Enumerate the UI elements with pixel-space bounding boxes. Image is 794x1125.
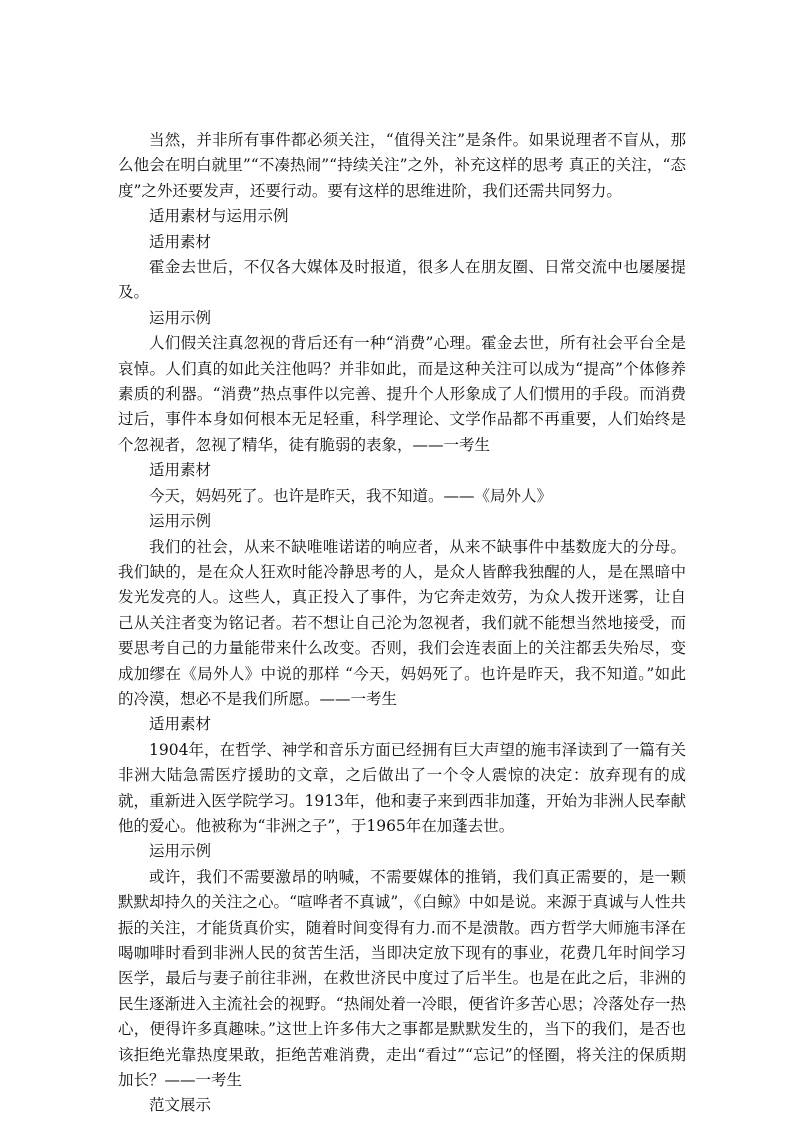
example-label: 运用示例: [149, 512, 212, 531]
intro-paragraph: 当然，并非所有事件都必须关注，“值得关注”是条件。如果说理者不盲从，那么他会在明白就里”“不凑热闹”“持续关注”之外，补充这样的思考 真正的关注，“态度”之外还要发声，还要行动。要有这样的思维进阶，我们还需共同努力。: [118, 131, 686, 200]
material-label: 适用素材: [149, 232, 212, 251]
material-text: 1904年，在哲学、神学和音乐方面已经拥有巨大声望的施韦泽读到了一篇有关非洲大陆急需医疗援助的文章，之后做出了一个令人震惊的决定：放弃现有的成就，重新进入医学院学习。1913年，他和妻子来到西非加蓬，开始为非洲人民奉献他的爱心。他被称为“非洲之子”，于1965年在加蓬去世。: [118, 740, 686, 835]
example-label: 运用示例: [149, 842, 212, 861]
material-label: 适用素材: [149, 715, 212, 734]
material-label: 适用素材: [149, 461, 212, 480]
example-text: 我们的社会，从来不缺唯唯诺诺的响应者，从来不缺事件中基数庞大的分母。我们缺的，是在众人狂欢时能冷静思考的人，是众人皆醉我独醒的人，是在黑暗中发光发亮的人。这些人，真正投入了事件，为它奔走效劳，为众人拨开迷雾，让自己从关注者变为铭记者。若不想让自己沦为忽视者，我们就不能想当然地接受，而要思考自己的力量能带来什么改变。否则，我们会连表面上的关注都丢失殆尽，变成加缪在《局外人》中说的那样 “今天，妈妈死了。也许是昨天，我不知道。”如此的冷漠，想必不是我们所愿。——一考生: [118, 537, 686, 708]
example-label: 运用示例: [149, 308, 212, 327]
material-text: 霍金去世后，不仅各大媒体及时报道，很多人在朋友圈、日常交流中也屡屡提及。: [118, 258, 686, 302]
material-text: 今天，妈妈死了。也许是昨天，我不知道。——《局外人》: [149, 486, 553, 505]
document-page: [118, 128, 686, 1119]
model-essay-heading: 范文展示: [149, 1096, 212, 1115]
section-heading: 适用素材与运用示例: [149, 207, 289, 226]
example-text: 人们假关注真忽视的背后还有一种“消费”心理。霍金去世，所有社会平台全是哀悼。人们真的如此关注他吗？并非如此，而是这种关注可以成为“提高”个体修养素质的利器。“消费”热点事件以完善、提升个人形象成了人们惯用的手段。而消费过后，事件本身如何根本无足轻重，科学理论、文学作品都不再重要，人们始终是个忽视者，忽视了精华，徒有脆弱的表象，——一考生: [118, 334, 686, 454]
example-text: 或许，我们不需要激昂的呐喊，不需要媒体的推销，我们真正需要的，是一颗默默却持久的关注之心。“喧哗者不真诚”，《白鲸》中如是说。来源于真诚与人性共振的关注，才能货真价实，随着时间变得有力.而不是溃散。西方哲学大师施韦泽在喝咖啡时看到非洲人民的贫苦生活，当即决定放下现有的事业，花费几年时间学习医学，最后与妻子前往非洲，在救世济民中度过了后半生。也是在此之后，非洲的民生逐渐进入主流社会的视野。“热闹处着一冷眼，便省许多苦心思；冷落处存一热心，便得许多真趣味。”这世上许多伟大之事都是默默发生的，当下的我们，是否也该拒绝光靠热度果敢，拒绝苦难消费，走出“看过”“忘记”的怪圈，将关注的保质期加长？——一考生: [118, 867, 686, 1090]
